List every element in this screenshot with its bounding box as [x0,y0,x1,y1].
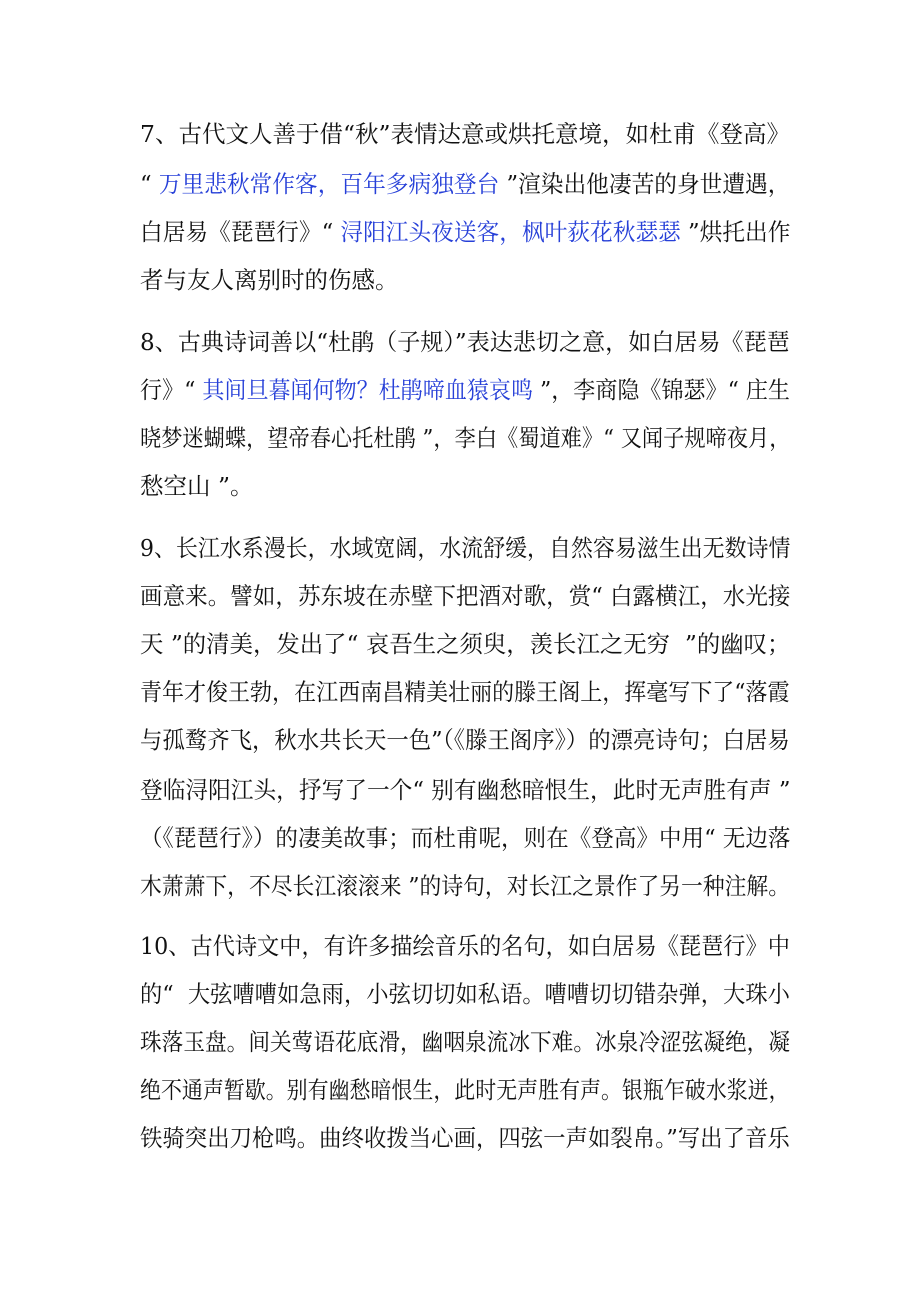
text-segment: 9、长江水系漫长，水域宽阔，水流舒缓，自然容易滋生出无数诗情 [140,534,791,562]
text-segment: 绝不通声暂歇。别有幽愁暗恨生，此时无声胜有声。银瓶乍破水浆迸， [140,1076,790,1104]
text-line [0,114,920,154]
text-segment: 青年才俊王勃，在江西南昌精美壮丽的滕王阁上，挥毫写下了“落霞 [140,678,790,706]
text-segment: （《琵琶行》）的凄美故事；而杜甫呢，则在《登高》中用“ 无边落 [140,824,791,852]
text-segment: 8、古典诗词善以“杜鹃（子规）”表达悲切之意，如白居易《琵琶 [140,328,790,356]
text-segment: 白居易《琵琶行》“ [140,218,341,246]
text-line [0,926,920,966]
text-segment: 画意来。譬如，苏东坡在赤壁下把酒对歌，赏“ 白露横江，水光接 [140,582,791,610]
text-line [0,1022,920,1062]
text-segment: 与孤鹜齐飞，秋水共长天一色”（《滕王阁序》）的漂亮诗句；白居易 [140,726,790,754]
highlighted-quote: 其间旦暮闻何物？杜鹃啼血猿哀鸣 [202,376,533,404]
text-line [0,576,920,616]
text-segment: 铁骑突出刀枪鸣。曲终收拨当心画，四弦一声如裂帛。”写出了音乐 [140,1124,790,1152]
text-line [0,322,920,362]
text-line [0,1070,920,1110]
text-line [0,672,920,712]
highlighted-quote: 浔阳江头夜送客，枫叶荻花秋瑟瑟 [340,218,681,246]
text-line [0,770,920,810]
text-segment: “ [140,170,159,198]
text-segment: ”烘托出作 [680,218,791,246]
text-line [0,260,920,300]
text-segment: 愁空山 ”。 [140,472,254,500]
text-segment: 行》“ [140,376,203,404]
text-line [0,212,920,252]
text-line [0,866,920,906]
text-segment: 木萧萧下，不尽长江滚滚来 ”的诗句，对长江之景作了另一种注解。 [140,872,790,900]
text-line [0,466,920,506]
text-segment: 10、古代诗文中，有许多描绘音乐的名句，如白居易《琵琶行》中 [140,932,790,960]
text-line [0,624,920,664]
text-line [0,720,920,760]
text-segment: 晓梦迷蝴蝶，望帝春心托杜鹃 ”，李白《蜀道难》“ 又闻子规啼夜月， [140,424,791,452]
text-line [0,418,920,458]
text-line [0,818,920,858]
text-segment: 的“ 大弦嘈嘈如急雨，小弦切切如私语。嘈嘈切切错杂弹，大珠小 [140,980,790,1008]
text-segment: 天 ”的清美，发出了“ 哀吾生之须臾，羡长江之无穷 ”的幽叹； [140,630,791,658]
text-line [0,528,920,568]
text-segment: 珠落玉盘。间关莺语花底滑，幽咽泉流冰下难。冰泉冷涩弦凝绝，凝 [140,1028,790,1056]
text-segment: 登临浔阳江头，抒写了一个“ 别有幽愁暗恨生，此时无声胜有声 ” [140,776,791,804]
highlighted-quote: 万里悲秋常作客，百年多病独登台 [158,170,500,198]
text-line [0,1118,920,1158]
text-line [0,974,920,1014]
text-line [0,370,920,410]
text-segment: ”渲染出他凄苦的身世遭遇， [499,170,791,198]
text-line [0,164,920,204]
text-segment: 7、古代文人善于借“秋”表情达意或烘托意境，如杜甫《登高》 [140,120,790,148]
text-segment: 者与友人离别时的伤感。 [140,266,399,294]
text-segment: ”，李商隐《锦瑟》“ 庄生 [532,376,790,404]
